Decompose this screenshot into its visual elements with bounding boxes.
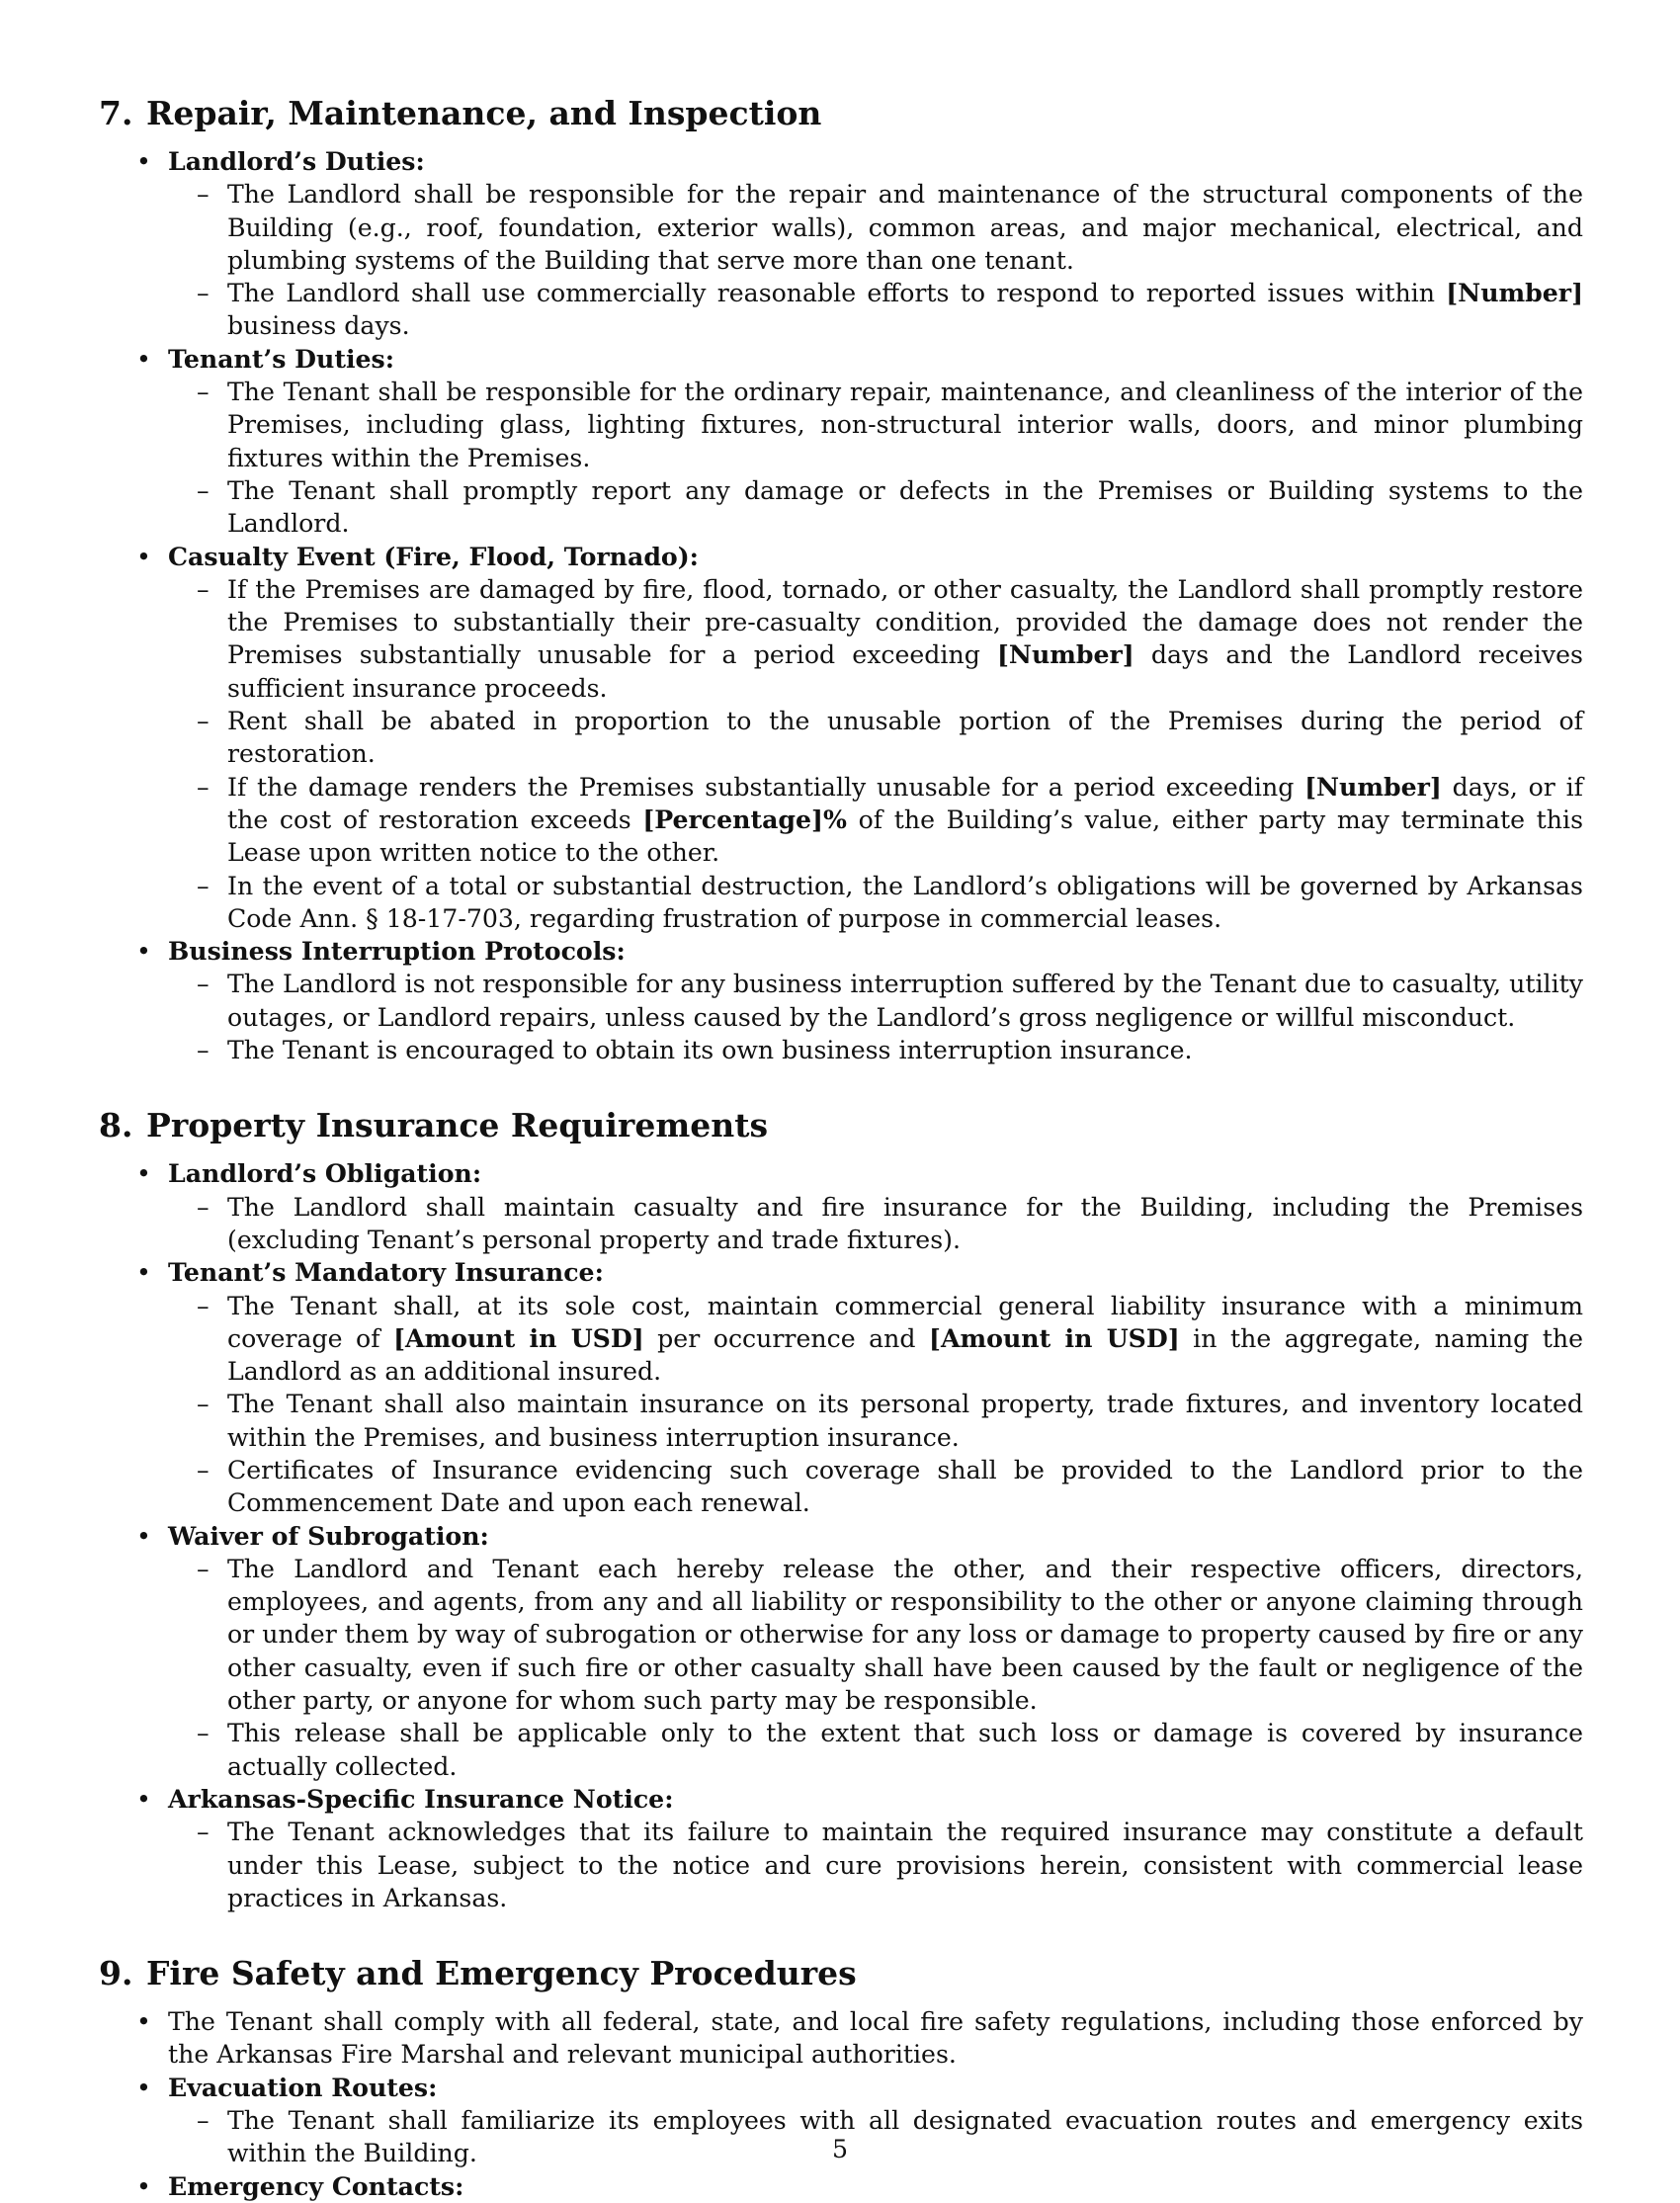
sub-item <box>168 1290 1583 1389</box>
sub-list <box>168 968 1583 1066</box>
text-run: In the event of a total or substantial destruction, the Landlord’s obligations will be governed by Arkansas Code Ann. § 18-17-703, regarding frustration of purpose in commercial leases. <box>227 871 1583 933</box>
text-run: of the Building’s value, either party may terminate this Lease upon written notice to the other. <box>227 805 1583 868</box>
text-run: The Tenant shall be responsible for the ordinary repair, maintenance, and cleanliness of the interior of the Premises, including glass, lighting fixtures, non-structural interior walls, doors, and minor plumbing fixtures within the Premises. <box>227 378 1583 472</box>
list-item <box>99 2170 1583 2203</box>
section-title: Fire Safety and Emergency Procedures <box>146 1954 857 1993</box>
list-item <box>99 145 1583 343</box>
item-label: • Landlord’s Duties: <box>168 146 425 176</box>
item-label: • Tenant’s Duties: <box>168 343 395 374</box>
placeholder-field: [Number] <box>997 639 1134 670</box>
sub-item <box>168 474 1583 541</box>
text-run: in the aggregate, naming the Landlord as an additional insured. <box>227 1323 1583 1387</box>
sub-item <box>168 376 1583 474</box>
placeholder-field: [Amount in USD] <box>393 1322 644 1353</box>
list-item <box>99 935 1583 1066</box>
section-number: 9. <box>99 1954 133 1993</box>
list-item <box>99 343 1583 541</box>
item-label: • Business Interruption Protocols: <box>168 936 626 967</box>
text-run: The Landlord shall use commercially reasonable efforts to respond to reported issues within <box>227 279 1447 308</box>
placeholder-field: [Amount in USD] <box>929 1322 1180 1353</box>
item-label: • Emergency Contacts: <box>168 2170 464 2201</box>
section-heading <box>99 94 1583 133</box>
section-number: 7. <box>99 94 133 132</box>
sub-list <box>168 573 1583 935</box>
text-run: days and the Landlord receives sufficient insurance proceeds. <box>227 640 1583 703</box>
list-item <box>99 1520 1583 1783</box>
section-heading <box>99 1106 1583 1145</box>
sub-item <box>168 1191 1583 1257</box>
text-run: The Landlord and Tenant each hereby release the other, and their respective officers, directors, employees, and agents, from any and all liability or responsibility to the other or anyone claiming through or under them by way of subrogation or otherwise for any loss or damage to property caused by fire or any other casualty, even if such fire or other casualty shall have been caused by the fault or negligence of the other party, or anyone for whom such party may be responsible. <box>227 1554 1583 1716</box>
sub-list <box>168 1290 1583 1520</box>
text-run: If the Premises are damaged by fire, flood, tornado, or other casualty, the Landlord shall promptly restore the Premises to substantially their pre-casualty condition, provided the damage does not render the Premises substantially unusable for a period exceeding <box>227 574 1583 670</box>
sub-item <box>168 1388 1583 1454</box>
list-item <box>99 1783 1583 1914</box>
text-run: The Tenant shall promptly report any damage or defects in the Premises or Building systems to the Landlord. <box>227 475 1583 539</box>
sub-item <box>168 1454 1583 1520</box>
section-title: Property Insurance Requirements <box>146 1106 769 1145</box>
text-run: The Landlord is not responsible for any business interruption suffered by the Tenant due to casualty, utility outages, or Landlord repairs, unless caused by the Landlord’s gross negligence or willful misconduct. <box>227 970 1583 1032</box>
placeholder-field: [Number] <box>1446 278 1583 308</box>
sub-list <box>168 376 1583 540</box>
list-item <box>99 2005 1583 2072</box>
text-run: Rent shall be abated in proportion to the unusable portion of the Premises during the period of restoration. <box>227 707 1583 769</box>
sub-list <box>168 1816 1583 1914</box>
section-number: 8. <box>99 1106 133 1145</box>
section-list <box>99 2005 1583 2203</box>
text-run: The Landlord shall be responsible for the repair and maintenance of the structural components of the Building (e.g., roof, foundation, exterior walls), common areas, and major mechanical, electrical, and plumbing systems of the Building that serve more than one tenant. <box>227 180 1583 275</box>
sub-list <box>168 178 1583 342</box>
text-run: The Tenant shall also maintain insurance on its personal property, trade fixtures, and inventory located within the Premises, and business interruption insurance. <box>227 1390 1583 1452</box>
sub-item <box>168 1717 1583 1783</box>
sub-item <box>168 771 1583 870</box>
sub-item <box>168 1816 1583 1914</box>
item-text: • The Tenant shall comply with all federal, state, and local fire safety regulations, including those enforced by the Arkansas Fire Marshal and relevant municipal authorities. <box>168 2007 1583 2070</box>
text-run: Certificates of Insurance evidencing such coverage shall be provided to the Landlord prior to the Commencement Date and upon each renewal. <box>227 1455 1583 1518</box>
text-run: If the damage renders the Premises substantially unusable for a period exceeding <box>227 772 1305 802</box>
item-label: • Waiver of Subrogation: <box>168 1520 489 1551</box>
text-run: The Landlord shall maintain casualty and fire insurance for the Building, including the Premises (excluding Tenant’s personal property and trade fixtures). <box>227 1192 1583 1254</box>
sub-list <box>168 1553 1583 1783</box>
section-list <box>99 145 1583 1066</box>
sub-item <box>168 178 1583 277</box>
section-list <box>99 1157 1583 1914</box>
section-heading <box>99 1954 1583 1993</box>
sub-item <box>168 1553 1583 1717</box>
sub-item <box>168 968 1583 1034</box>
text-run: business days. <box>227 311 410 341</box>
page-number: 5 <box>831 2135 849 2163</box>
document-page <box>99 94 1583 2203</box>
text-run: This release shall be applicable only to the extent that such loss or damage is covered by insurance actually collected. <box>227 1719 1583 1781</box>
list-item <box>99 1256 1583 1519</box>
item-label: • Landlord’s Obligation: <box>168 1158 482 1189</box>
sub-item <box>168 277 1583 343</box>
text-run: The Tenant acknowledges that its failure to maintain the required insurance may constitute a default under this Lease, subject to the notice and cure provisions herein, consistent with commercial lease practices in Arkansas. <box>227 1818 1583 1912</box>
list-item <box>99 541 1583 936</box>
sub-list <box>168 1191 1583 1257</box>
text-run: The Tenant shall familiarize its employees with all designated evacuation routes and emergency exits within the Building. <box>227 2106 1583 2168</box>
list-item <box>99 1157 1583 1256</box>
text-run: per occurrence and <box>643 1323 930 1353</box>
placeholder-field: [Number] <box>1304 771 1442 802</box>
item-label: • Arkansas-Specific Insurance Notice: <box>168 1783 674 1814</box>
sub-item <box>168 870 1583 936</box>
sub-item <box>168 1034 1583 1066</box>
placeholder-field: [Percentage]% <box>642 804 847 834</box>
section-title: Repair, Maintenance, and Inspection <box>146 94 822 132</box>
text-run: The Tenant is encouraged to obtain its own business interruption insurance. <box>227 1036 1193 1065</box>
sub-item <box>168 705 1583 771</box>
text-run: The Tenant shall, at its sole cost, maintain commercial general liability insurance with a minimum coverage of <box>227 1291 1583 1353</box>
sub-item <box>168 573 1583 705</box>
item-label: • Tenant’s Mandatory Insurance: <box>168 1257 604 1288</box>
text-run: days, or if the cost of restoration exceeds <box>227 772 1583 834</box>
item-label: • Evacuation Routes: <box>168 2072 438 2102</box>
item-label: • Casualty Event (Fire, Flood, Tornado): <box>168 541 699 571</box>
